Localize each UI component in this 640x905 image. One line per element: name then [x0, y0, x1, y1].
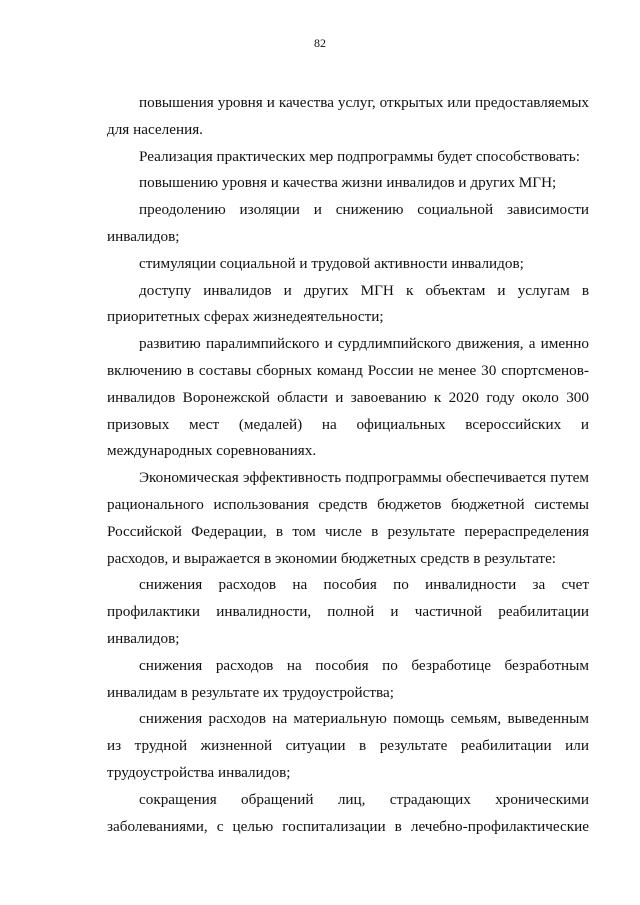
document-body	[107, 90, 589, 840]
paragraph: снижения расходов на пособия по инвалидности за счет профилактики инвалидности, полной и частичной реабилитации инвалидов;	[107, 576, 589, 647]
paragraph: повышению уровня и качества жизни инвалидов и других МГН;	[139, 174, 557, 192]
paragraph: преодолению изоляции и снижению социальной зависимости инвалидов;	[107, 201, 589, 245]
paragraph: Реализация практических мер подпрограммы будет способствовать:	[139, 147, 580, 165]
paragraph: повышения уровня и качества услуг, открытых или предоставляемых для населения.	[107, 94, 589, 138]
paragraph: снижения расходов на пособия по безработице безработным инвалидам в результате их трудоустройства;	[107, 656, 589, 701]
paragraph: снижения расходов на материальную помощь семьям, выведенным из трудной жизненной ситуации в результате реабилитации или трудоустройства инвалидов;	[107, 710, 589, 781]
paragraph: развитию паралимпийского и сурдлимпийского движения, а именно включению в составы сборных команд России не менее 30 спортсменов-инвалидов Воронежской области и завоеванию к 2020 году около 300 призовых мест (медалей) на официальных всероссийских и международных соревнованиях.	[107, 335, 589, 460]
page-number: 82	[314, 36, 326, 50]
paragraph: доступу инвалидов и других МГН к объектам и услугам в приоритетных сферах жизнедеятельности;	[107, 281, 589, 326]
paragraph: стимуляции социальной и трудовой активности инвалидов;	[139, 254, 524, 272]
paragraph: сокращения обращений лиц, страдающих хроническими заболеваниями, с целью госпитализации в лечебно-профилактические	[107, 790, 589, 835]
paragraph: Экономическая эффективность подпрограммы обеспечивается путем рационального использования средств бюджетов бюджетной системы Российской Федерации, в том числе в результате перераспределения расходов, и выражается в экономии бюджетных средств в результате:	[107, 469, 589, 567]
